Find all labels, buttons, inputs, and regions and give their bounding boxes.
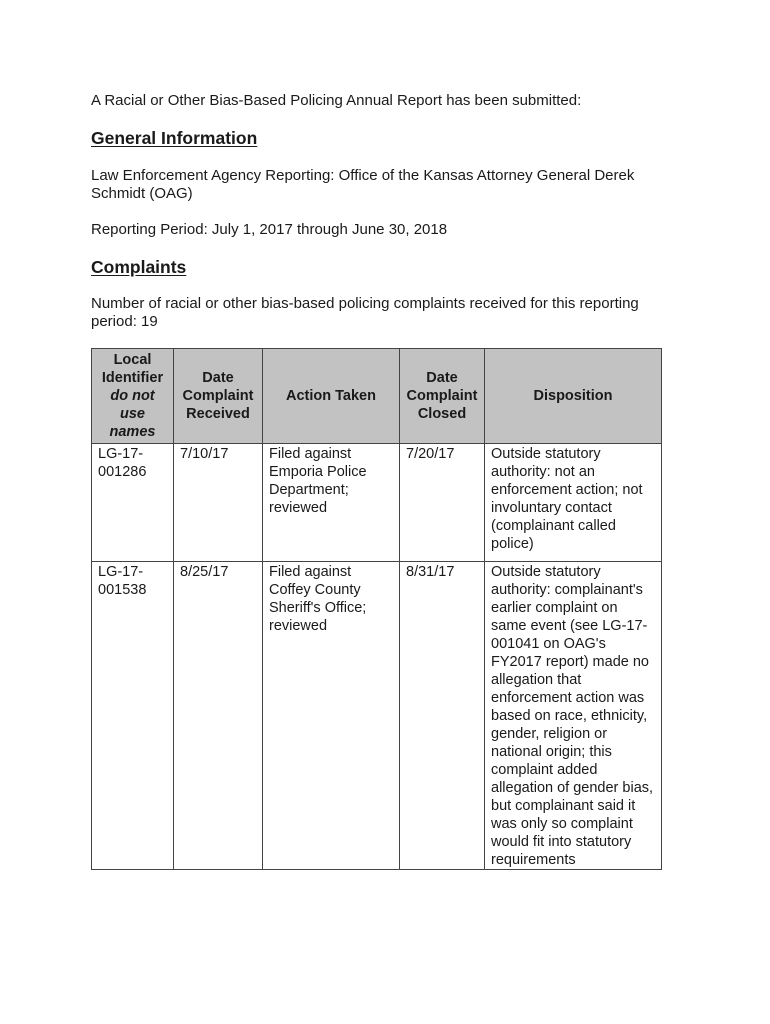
- complaints-heading: Complaints: [91, 257, 187, 277]
- header-local-identifier: [92, 349, 174, 444]
- cell-date-received: 8/25/17: [174, 562, 263, 870]
- complaint-count-text: Number of racial or other bias-based policing complaints received for this reporting period: 19: [91, 295, 639, 330]
- cell-action-taken: Filed against Emporia Police Department; reviewed: [263, 444, 400, 562]
- header-action-taken: Action Taken: [263, 349, 400, 444]
- reporting-period-text: Reporting Period: July 1, 2017 through June 30, 2018: [91, 221, 448, 238]
- cell-date-closed: 8/31/17: [400, 562, 485, 870]
- table-header-row: [92, 349, 662, 444]
- header-date-received: Date Complaint Received: [174, 349, 263, 444]
- cell-disposition: Outside statutory authority: complainant's earlier complaint on same event (see LG-17-001041 on OAG's FY2017 report) made no allegation that enforcement action was based on race, ethnicity, gender, religion or national origin; this complaint added allegation of gender bias, but complainant said it was only so complaint would fit into statutory requirements: [485, 562, 662, 870]
- agency-reporting-text: Law Enforcement Agency Reporting: Office of the Kansas Attorney General Derek Schmidt (OAG): [91, 167, 635, 202]
- header-local-identifier-note: do not use names: [109, 388, 156, 440]
- cell-action-taken: Filed against Coffey County Sheriff's Office; reviewed: [263, 562, 400, 870]
- cell-date-closed: 7/20/17: [400, 444, 485, 562]
- header-date-closed: Date Complaint Closed: [400, 349, 485, 444]
- cell-disposition: Outside statutory authority: not an enforcement action; not involuntary contact (complainant called police): [485, 444, 662, 562]
- header-disposition: Disposition: [485, 349, 662, 444]
- header-local-identifier-label: Local Identifier: [101, 352, 164, 386]
- intro-text: A Racial or Other Bias-Based Policing Annual Report has been submitted:: [91, 92, 582, 109]
- cell-identifier: LG-17-001538: [92, 562, 174, 870]
- cell-identifier: LG-17-001286: [92, 444, 174, 562]
- table-row: [92, 562, 662, 870]
- cell-date-received: 7/10/17: [174, 444, 263, 562]
- complaints-table: [91, 348, 662, 870]
- general-information-heading: General Information: [91, 128, 258, 148]
- table-row: [92, 444, 662, 562]
